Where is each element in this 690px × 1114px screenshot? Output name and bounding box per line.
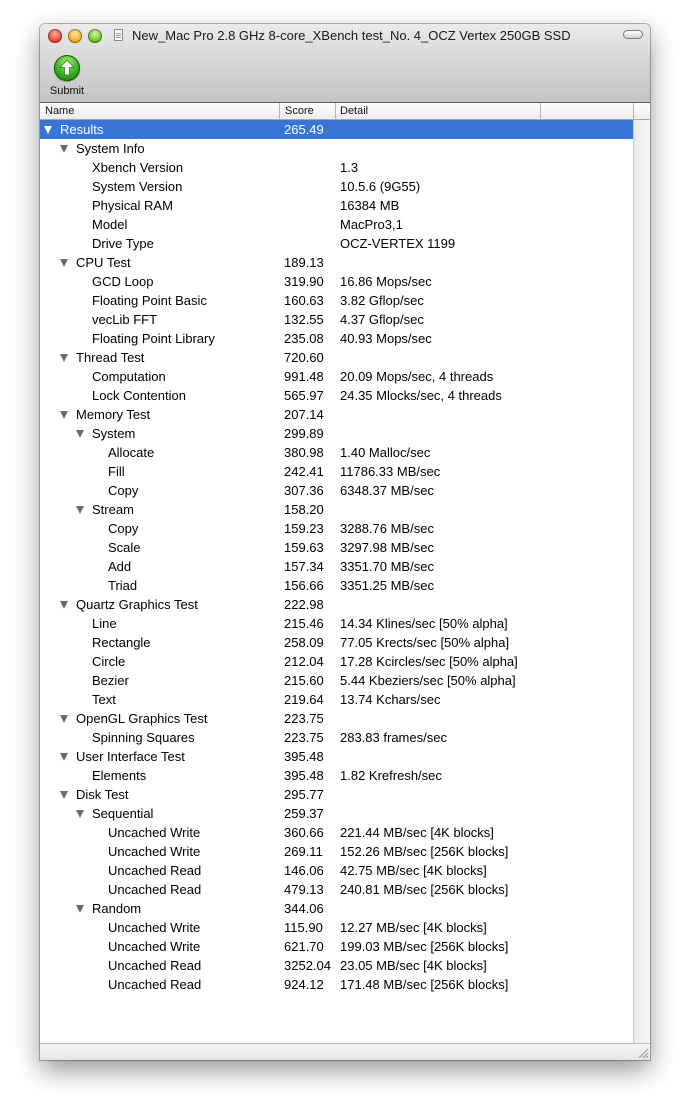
row-score: 479.13 [284,882,324,897]
xbench-results-window [40,24,650,1060]
column-divider[interactable] [279,103,280,119]
row-score: 720.60 [284,350,324,365]
disclosure-triangle-icon[interactable] [60,715,68,723]
row-detail: 11786.33 MB/sec [340,464,441,479]
row-detail: 4.37 Gflop/sec [340,312,424,327]
row-detail: 17.28 Kcircles/sec [50% alpha] [340,654,518,669]
detail-column-header[interactable]: Detail [340,105,369,117]
outline-row[interactable] [40,595,633,614]
row-name: Disk Test [76,787,129,802]
row-score: 222.98 [284,597,324,612]
outline-row[interactable] [40,291,633,310]
row-name: Memory Test [76,407,151,422]
row-detail: 1.3 [340,160,359,175]
outline-row[interactable] [40,690,633,709]
row-detail: 283.83 frames/sec [340,730,447,745]
row-name: Add [108,559,132,574]
vertical-scrollbar[interactable] [633,120,650,1043]
row-score: 319.90 [284,274,324,289]
row-detail: 77.05 Krects/sec [50% alpha] [340,635,510,650]
row-score: 299.89 [284,426,324,441]
outline-row[interactable] [40,633,633,652]
row-detail: 23.05 MB/sec [4K blocks] [340,958,487,973]
row-name: Stream [92,502,134,517]
row-name: Uncached Read [108,863,202,878]
row-name: Spinning Squares [92,730,195,745]
row-score: 565.97 [284,388,324,403]
column-divider[interactable] [335,103,336,119]
horizontal-scrollbar[interactable] [40,1043,650,1060]
row-detail: 3288.76 MB/sec [340,521,434,536]
row-score: 219.64 [284,692,324,707]
outline-row[interactable] [40,139,633,158]
outline-row[interactable] [40,196,633,215]
submit-button[interactable] [48,52,86,100]
row-name: Triad [108,578,138,593]
outline-row[interactable] [40,918,633,937]
outline-row[interactable] [40,861,633,880]
toolbar-toggle-button[interactable] [623,30,643,39]
row-detail: 12.27 MB/sec [4K blocks] [340,920,487,935]
row-score: 159.63 [284,540,324,555]
row-score: 223.75 [284,711,324,726]
row-detail: 171.48 MB/sec [256K blocks] [340,977,509,992]
row-name: Copy [108,521,139,536]
outline-row[interactable] [40,557,633,576]
outline-row[interactable] [40,766,633,785]
outline-row[interactable] [40,728,633,747]
outline-row[interactable] [40,120,633,139]
outline-row[interactable] [40,158,633,177]
row-detail: 3.82 Gflop/sec [340,293,424,308]
row-detail: 40.93 Mops/sec [340,331,432,346]
row-score: 265.49 [284,122,324,137]
row-detail: 240.81 MB/sec [256K blocks] [340,882,509,897]
outline-row[interactable] [40,804,633,823]
row-name: System [92,426,136,441]
row-score: 380.98 [284,445,324,460]
row-detail: 5.44 Kbeziers/sec [50% alpha] [340,673,516,688]
row-name: vecLib FFT [92,312,158,327]
row-score: 295.77 [284,787,324,802]
row-score: 215.46 [284,616,324,631]
name-column-header[interactable]: Name [45,105,75,117]
row-name: Uncached Write [108,844,201,859]
disclosure-triangle-icon[interactable] [60,259,68,267]
outline-row[interactable] [40,880,633,899]
row-name: System Version [92,179,183,194]
disclosure-triangle-icon[interactable] [76,905,84,913]
row-name: Physical RAM [92,198,173,213]
row-score: 242.41 [284,464,324,479]
row-detail: 13.74 Kchars/sec [340,692,441,707]
row-score: 621.70 [284,939,324,954]
row-name: Sequential [92,806,154,821]
outline-row[interactable] [40,975,633,994]
row-name: Model [92,217,128,232]
close-button[interactable] [48,29,62,43]
outline-row[interactable] [40,956,633,975]
row-score: 189.13 [284,255,324,270]
outline-row[interactable] [40,899,633,918]
outline-row[interactable] [40,367,633,386]
column-divider [633,103,634,119]
outline-row[interactable] [40,272,633,291]
document-proxy-icon[interactable] [114,29,123,41]
column-divider[interactable] [540,103,541,119]
row-detail: 199.03 MB/sec [256K blocks] [340,939,509,954]
row-score: 146.06 [284,863,324,878]
row-detail: 1.40 Malloc/sec [340,445,431,460]
outline-row[interactable] [40,709,633,728]
row-score: 307.36 [284,483,324,498]
score-column-header[interactable]: Score [285,105,314,117]
row-score: 157.34 [284,559,324,574]
row-name: Line [92,616,117,631]
row-name: Drive Type [92,236,154,251]
row-score: 115.90 [284,920,323,935]
row-name: Fill [108,464,125,479]
row-detail: MacPro3,1 [340,217,403,232]
outline-row[interactable] [40,424,633,443]
outline-row[interactable] [40,538,633,557]
row-name: CPU Test [76,255,131,270]
outline-row[interactable] [40,177,633,196]
outline-row[interactable] [40,671,633,690]
row-score: 160.63 [284,293,324,308]
row-detail: 16384 MB [340,198,400,213]
row-score: 3252.04 [284,958,331,973]
row-detail: 6348.37 MB/sec [340,483,434,498]
row-score: 258.09 [284,635,324,650]
row-name: Rectangle [92,635,151,650]
row-detail: 3297.98 MB/sec [340,540,434,555]
row-score: 158.20 [284,502,324,517]
zoom-button[interactable] [88,29,102,43]
minimize-button[interactable] [68,29,82,43]
disclosure-triangle-icon[interactable] [60,145,68,153]
row-name: OpenGL Graphics Test [76,711,208,726]
row-detail: OCZ-VERTEX 1199 [340,236,456,251]
green-up-arrow-icon [54,55,80,81]
row-detail: 152.26 MB/sec [256K blocks] [340,844,509,859]
outline-row[interactable] [40,652,633,671]
row-name: Uncached Read [108,958,202,973]
row-detail: 1.82 Krefresh/sec [340,768,442,783]
disclosure-triangle-icon[interactable] [60,601,68,609]
disclosure-triangle-icon[interactable] [44,126,52,134]
row-score: 991.48 [284,369,324,384]
row-detail: 10.5.6 (9G55) [340,179,421,194]
column-header [40,103,650,120]
row-score: 223.75 [284,730,324,745]
row-score: 235.08 [284,331,324,346]
row-detail: 20.09 Mops/sec, 4 threads [340,369,494,384]
resize-grip-icon[interactable] [637,1047,649,1059]
row-score: 360.66 [284,825,324,840]
row-score: 344.06 [284,901,324,916]
outline-row[interactable] [40,253,633,272]
row-name: Thread Test [76,350,145,365]
row-name: Results [60,122,104,137]
disclosure-triangle-icon[interactable] [60,411,68,419]
outline-row[interactable] [40,348,633,367]
row-score: 269.11 [284,844,323,859]
row-score: 395.48 [284,768,324,783]
row-detail: 16.86 Mops/sec [340,274,432,289]
outline-row[interactable] [40,576,633,595]
row-name: Elements [92,768,147,783]
outline-row[interactable] [40,500,633,519]
row-name: System Info [76,141,145,156]
disclosure-triangle-icon[interactable] [76,430,84,438]
disclosure-triangle-icon[interactable] [60,354,68,362]
outline-row[interactable] [40,823,633,842]
row-name: Copy [108,483,139,498]
row-score: 259.37 [284,806,324,821]
row-name: Random [92,901,142,916]
row-detail: 3351.25 MB/sec [340,578,434,593]
row-name: Uncached Write [108,939,201,954]
row-score: 159.23 [284,521,324,536]
row-score: 215.60 [284,673,324,688]
row-detail: 24.35 Mlocks/sec, 4 threads [340,388,502,403]
outline-row[interactable] [40,937,633,956]
row-name: Floating Point Basic [92,293,207,308]
outline-row[interactable] [40,519,633,538]
outline-row[interactable] [40,842,633,861]
disclosure-triangle-icon[interactable] [76,810,84,818]
row-name: Scale [108,540,141,555]
disclosure-triangle-icon[interactable] [60,791,68,799]
row-name: Lock Contention [92,388,186,403]
row-name: Text [92,692,116,707]
row-name: Uncached Read [108,977,202,992]
row-name: Xbench Version [92,160,184,175]
row-name: Allocate [108,445,155,460]
results-outline-view[interactable] [40,120,633,1043]
outline-row[interactable] [40,443,633,462]
row-name: Floating Point Library [92,331,215,346]
disclosure-triangle-icon[interactable] [60,753,68,761]
outline-row[interactable] [40,405,633,424]
row-name: Uncached Write [108,920,201,935]
row-name: Computation [92,369,166,384]
disclosure-triangle-icon[interactable] [76,506,84,514]
row-name: Quartz Graphics Test [76,597,198,612]
title-bar [40,24,650,103]
outline-row[interactable] [40,310,633,329]
row-score: 156.66 [284,578,324,593]
row-score: 924.12 [284,977,324,992]
row-detail: 42.75 MB/sec [4K blocks] [340,863,487,878]
row-detail: 221.44 MB/sec [4K blocks] [340,825,494,840]
row-score: 207.14 [284,407,324,422]
row-name: Bezier [92,673,129,688]
row-score: 395.48 [284,749,324,764]
window-title: New_Mac Pro 2.8 GHz 8-core_XBench test_No. 4_OCZ Vertex 250GB SSD [132,28,571,43]
outline-row[interactable] [40,462,633,481]
row-name: Circle [92,654,126,669]
outline-row[interactable] [40,785,633,804]
row-name: Uncached Read [108,882,202,897]
row-detail: 3351.70 MB/sec [340,559,434,574]
outline-row[interactable] [40,386,633,405]
outline-row[interactable] [40,481,633,500]
row-score: 132.55 [284,312,324,327]
outline-row[interactable] [40,329,633,348]
row-score: 212.04 [284,654,324,669]
row-name: Uncached Write [108,825,201,840]
row-name: User Interface Test [76,749,185,764]
outline-row[interactable] [40,747,633,766]
row-detail: 14.34 Klines/sec [50% alpha] [340,616,508,631]
submit-label: Submit [49,85,85,97]
row-name: GCD Loop [92,274,154,289]
outline-row[interactable] [40,234,633,253]
outline-row[interactable] [40,215,633,234]
outline-row[interactable] [40,614,633,633]
